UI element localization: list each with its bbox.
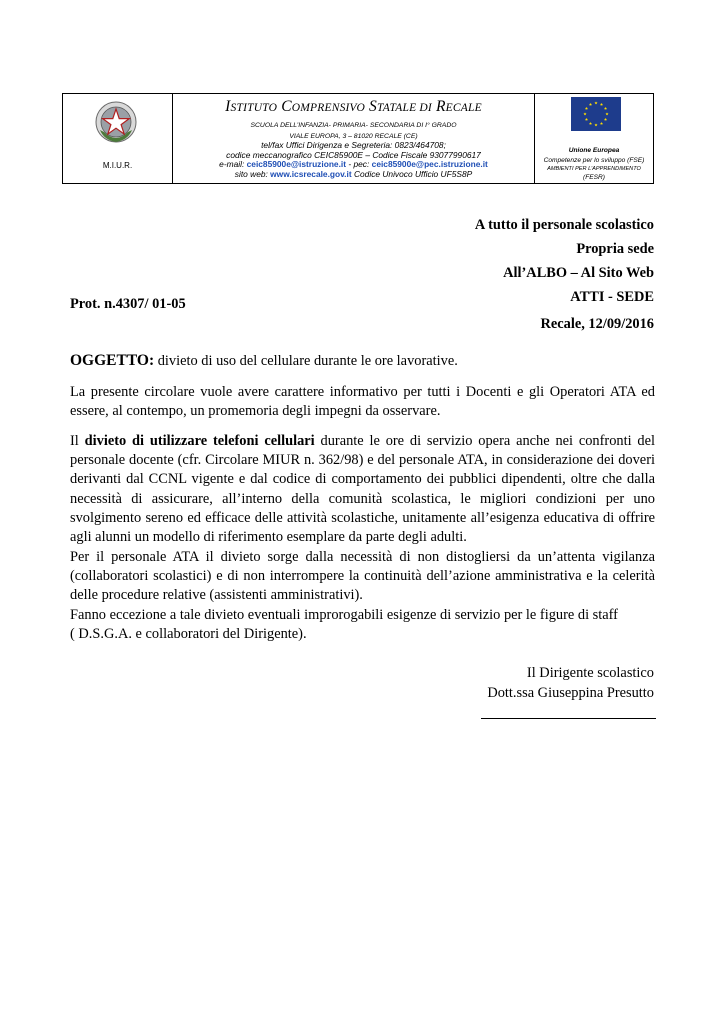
- subject-text: divieto di uso del cellulare durante le ore lavorative.: [154, 353, 458, 369]
- institute-name-part: S: [369, 98, 377, 115]
- addressee-line: ATTI - SEDE: [570, 289, 654, 305]
- italian-republic-emblem-icon: [94, 100, 138, 144]
- institute-name-part: TATALE DI: [376, 102, 432, 114]
- paragraph-ban-rest: durante le ore di servizio opera anche nei confronti del personale docente (cfr. Circolare MIUR n. 362/98) e del personale ATA, in considerazione dei doveri derivanti dal CCNL vigente e dal codice di comportamento dei pubblici dipendenti, oltre che dalla necessità di assicurare, all’interno della comunità scolastica, le migliori condizioni per uno svolgimento sereno ed efficace delle attività scolastiche, unitamente all’esigenza educativa di offrire agli alunni un modello di riferimento esemplare da parte degli adulti.: [70, 433, 656, 546]
- institute-name-part: ECALE: [445, 102, 482, 114]
- eu-fesr-line: (FESR): [583, 174, 605, 181]
- institute-name-part: STITUTO: [230, 102, 278, 114]
- exceptions-line: Fanno eccezione a tale divieto eventuali improrogabili esigenze di servizio per le figure di staff: [70, 607, 618, 623]
- addressee-line: Propria sede: [576, 241, 654, 257]
- paragraph-ban: [70, 432, 655, 547]
- eu-fse-line: Competenze per lo sviluppo (FSE): [543, 157, 645, 164]
- website-label: sito web:: [234, 168, 271, 179]
- institute-phone: tel/fax Uffici Dirigenza e Segreteria: 0823/464708;: [261, 140, 446, 151]
- paragraph-ban-bold: divieto di utilizzare telefoni cellulari: [84, 433, 315, 449]
- letterhead-center-cell: [173, 94, 535, 183]
- paragraph-ata: Per il personale ATA il divieto sorge dalla necessità di non distogliersi da un’attenta vigilanza (collaboratori scolastici) e di non interrompere la continuità dell’azione amministrativa e la celerità delle procedure relative (assistenti amministrativi).: [70, 549, 655, 604]
- eu-flag-icon: [571, 97, 621, 131]
- website-link[interactable]: www.icsrecale.gov.it: [270, 168, 352, 179]
- letterhead-left-cell: [63, 94, 173, 183]
- eu-title: Unione Europea: [568, 147, 620, 154]
- institute-name-part: OMPRENSIVO: [291, 102, 365, 114]
- institute-name-part: C: [281, 98, 292, 115]
- addressee-line: A tutto il personale scolastico: [474, 217, 654, 233]
- addressee-line: All’ALBO – Al Sito Web: [503, 265, 654, 281]
- address-text: VIALE EUROPA, 3 – 81020 RECALE (CE): [289, 132, 418, 140]
- institute-name: [173, 98, 534, 117]
- eu-environments-line: AMBIENTI PER L’APPRENDIMENTO: [547, 166, 641, 172]
- institute-website: [173, 170, 534, 180]
- institute-name-part: R: [436, 98, 446, 115]
- pec-label: - pec:: [346, 159, 372, 170]
- letter-date: Recale, 12/09/2016: [540, 316, 654, 332]
- institute-codes: codice meccanografico CEIC85900E – Codice Fiscale 93077990617: [226, 149, 481, 160]
- paragraph-intro: La presente circolare vuole avere carattere informativo per tutti i Docenti e gli Operatori ATA ed essere, al contempo, un promemoria degli impegni da osservare.: [70, 384, 655, 420]
- paragraph-exceptions: [70, 606, 655, 644]
- email-label: e-mail:: [219, 159, 247, 170]
- signature-name: Dott.ssa Giuseppina Presutto: [487, 685, 654, 701]
- institute-name-part: I: [225, 98, 231, 115]
- email-link[interactable]: ceic85900e@istruzione.it: [246, 159, 347, 170]
- miur-caption: M.I.U.R.: [102, 161, 133, 170]
- school-levels-text: SCUOLA DELL’INFANZIA- PRIMARIA- SECONDARIA DI I° GRADO: [250, 122, 457, 129]
- protocol-number: Prot. n.4307/ 01-05: [70, 296, 186, 312]
- signature-line: [481, 718, 656, 719]
- subject-line: [70, 352, 458, 370]
- institute-school-levels: [173, 120, 534, 131]
- exceptions-line: ( D.S.G.A. e collaboratori del Dirigente).: [70, 626, 307, 643]
- signature-role: Il Dirigente scolastico: [526, 665, 654, 681]
- paragraph-ban-lead: Il: [70, 433, 85, 449]
- pec-link[interactable]: ceic85900e@pec.istruzione.it: [371, 159, 488, 170]
- letterhead: [62, 93, 654, 184]
- office-code-text: Codice Univoco Ufficio UF5S8P: [351, 168, 473, 179]
- letterhead-right-cell: [535, 94, 653, 183]
- subject-label: OGGETTO:: [70, 352, 155, 369]
